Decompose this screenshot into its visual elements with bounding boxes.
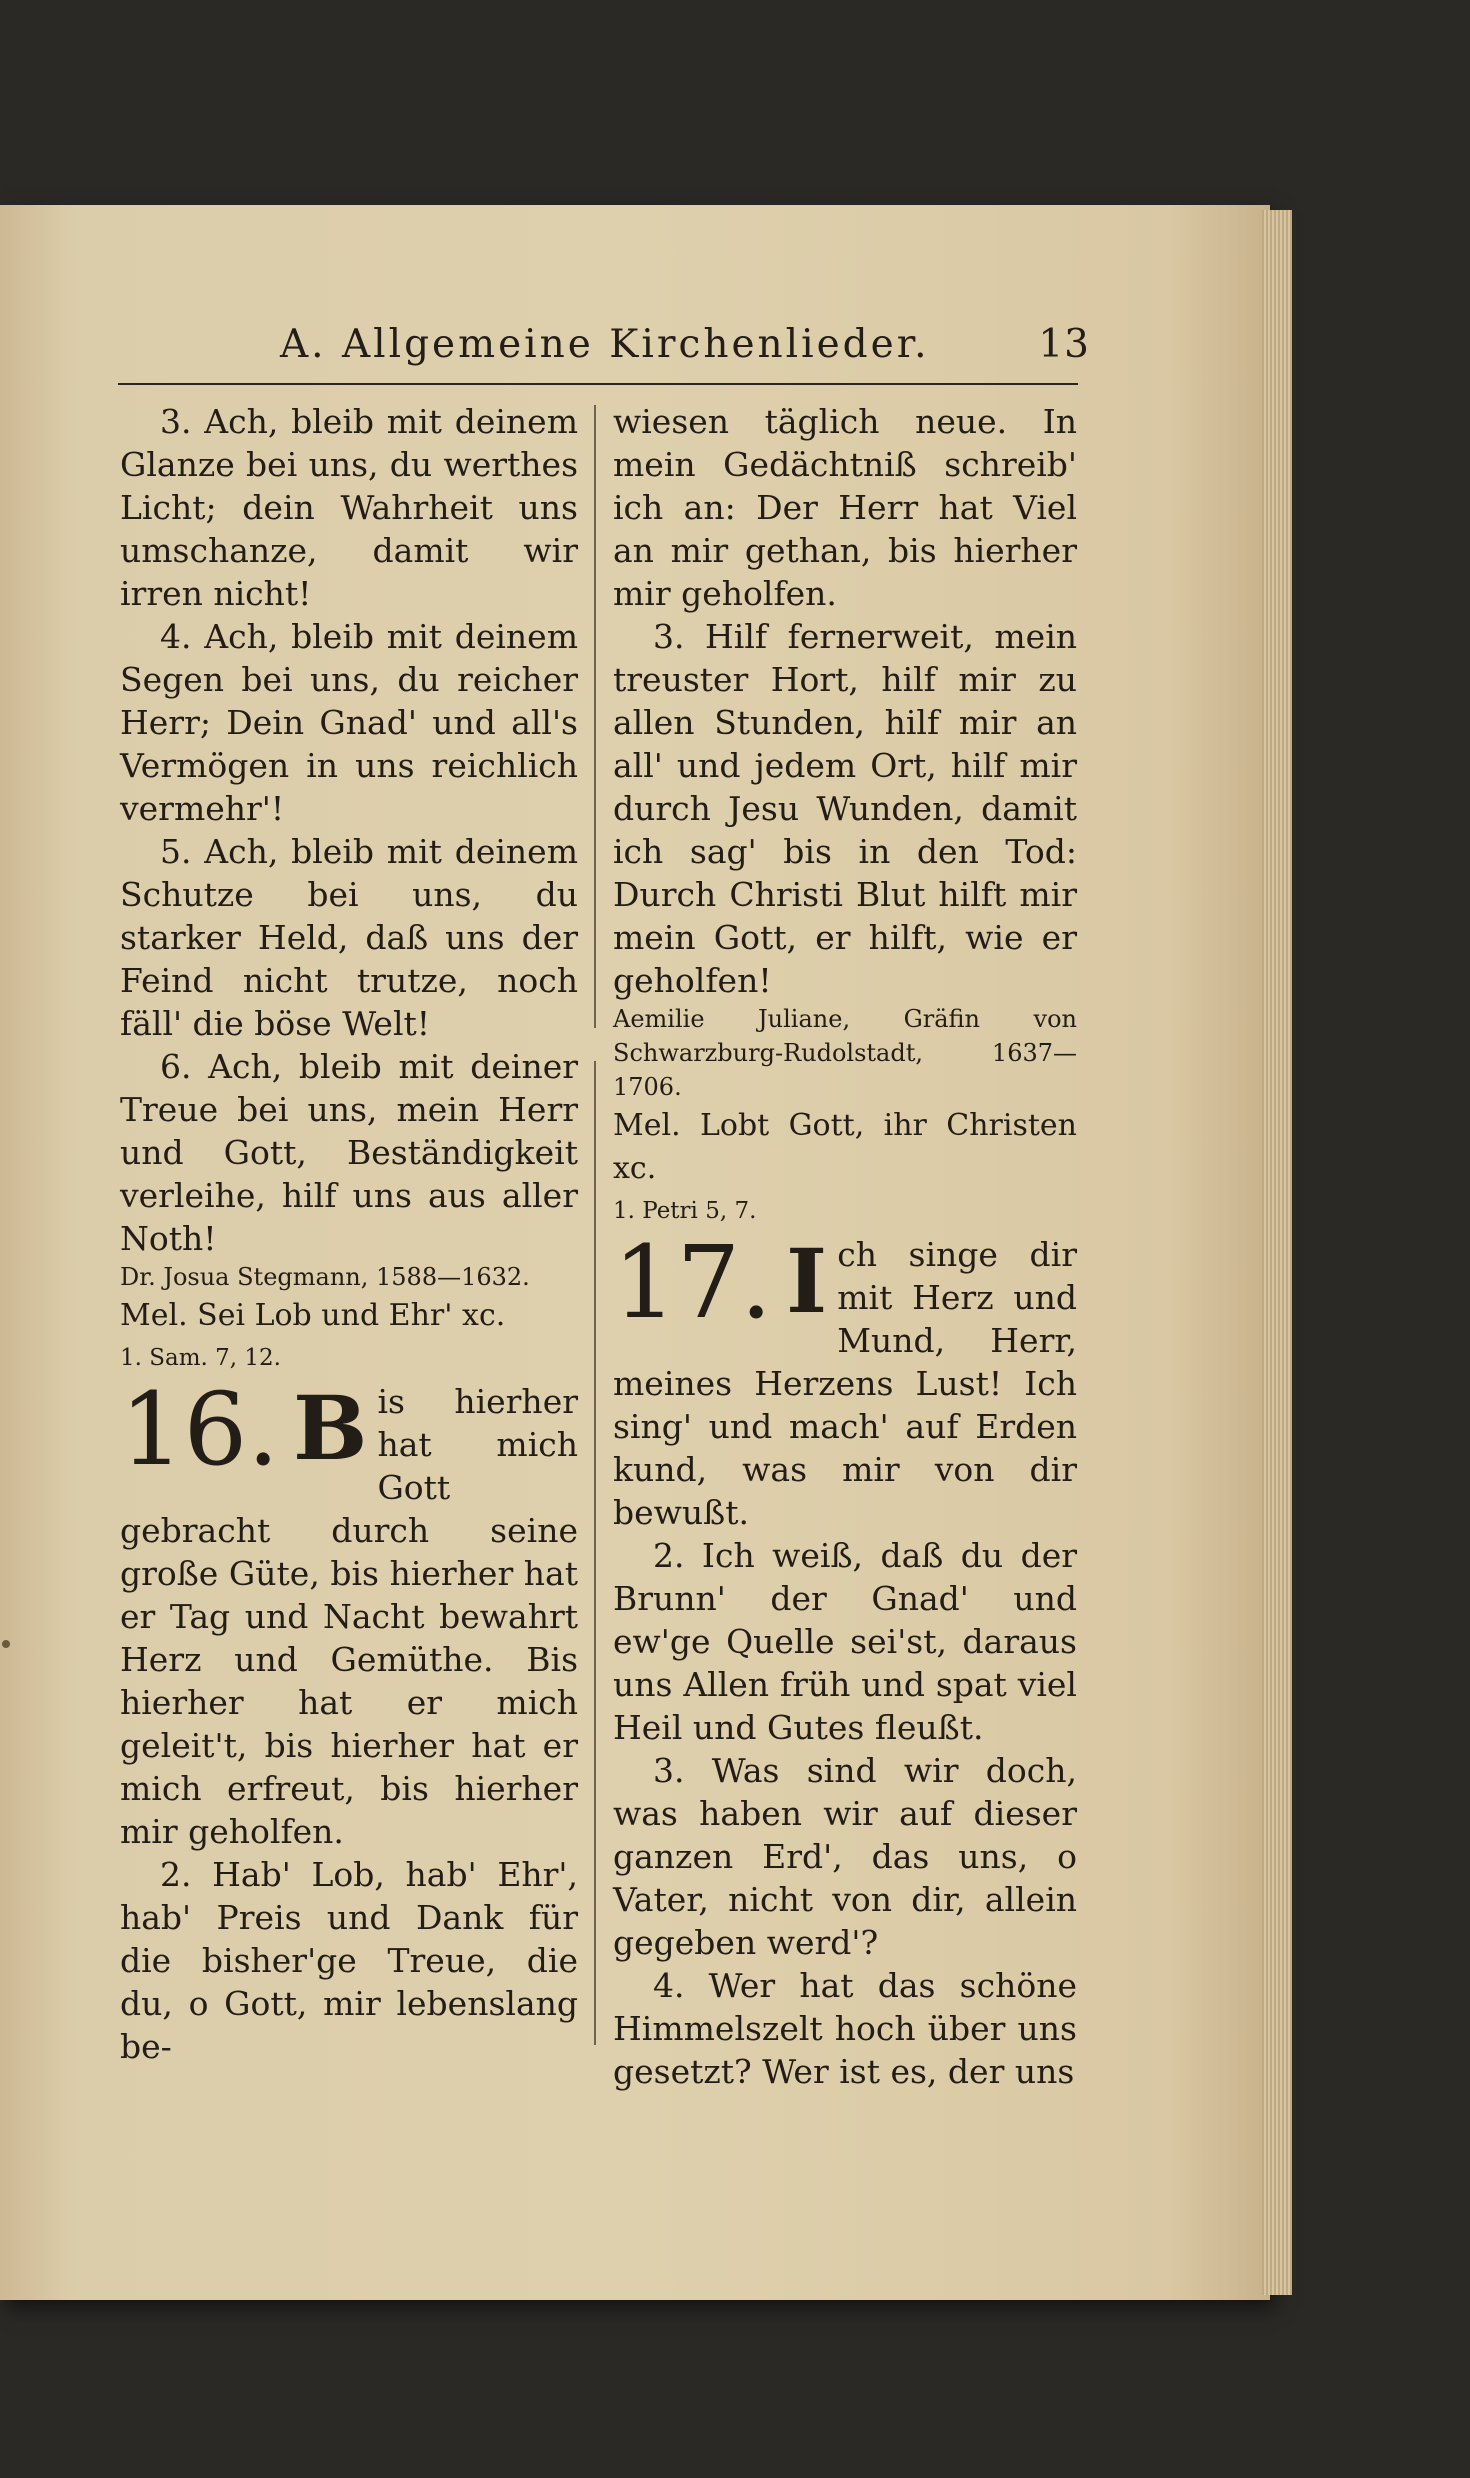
running-title: A. Allgemeine Kirchenlieder. <box>280 322 930 367</box>
page-mark <box>2 1640 10 1648</box>
continuation-text: wiesen täglich neue. In mein Gedächtniß schreib' ich an: Der Herr hat Viel an mir gethan, bis hierher mir geholfen. <box>613 402 1077 613</box>
verse-4: 4. Ach, bleib mit deinem Segen bei uns, du reicher Herr; Dein Gnad' und all's Vermögen in uns reichlich vermehr'! <box>120 617 578 828</box>
hymn-number-17: 17. <box>613 1224 773 1341</box>
scripture-ref-17: 1. Petri 5, 7. <box>613 1198 757 1224</box>
running-header <box>280 322 1090 367</box>
hymn-17-verse-2: 2. Ich weiß, daß du der Brunn' der Gnad' und ew'ge Quelle sei'st, daraus uns Allen früh und spat viel Heil und Gutes fleußt. <box>613 1536 1077 1747</box>
hymn-16-verse-1-text: is hierher hat mich Gott gebracht durch seine große Güte, bis hierher hat er Tag und Nacht bewahrt Herz und Gemüthe. Bis hierher hat er mich geleit't, bis hierher hat er mich erfreut, bis hierher mir geholfen. <box>120 1382 578 1851</box>
scripture-ref-16: 1. Sam. 7, 12. <box>120 1345 281 1371</box>
left-column <box>120 400 578 2068</box>
hymn-17-verse-3: 3. Was sind wir doch, was haben wir auf dieser ganzen Erd', das uns, o Vater, nicht von dir, allein gegeben werd'? <box>613 1751 1077 1962</box>
hymn-17-verse-4: 4. Wer hat das schöne Himmelszelt hoch über uns gesetzt? Wer ist es, der uns <box>613 1966 1077 2091</box>
page-number: 13 <box>1038 322 1090 367</box>
hymn-number-16: 16. <box>120 1371 280 1488</box>
header-rule <box>118 383 1078 385</box>
attribution-stegmann: Dr. Josua Stegmann, 1588—1632. <box>120 1263 530 1291</box>
dropcap-b: B <box>293 1376 368 1480</box>
page-edge <box>1262 210 1292 2295</box>
verse-5: 5. Ach, bleib mit deinem Schutze bei uns, du starker Held, daß uns der Feind nicht trutze, noch fäll' die böse Welt! <box>120 832 578 1043</box>
dropcap-i: I <box>786 1229 828 1333</box>
hymn-16-verse-2: 2. Hab' Lob, hab' Ehr', hab' Preis und Dank für die bisher'ge Treue, die du, o Gott, mir lebenslang be- <box>120 1855 578 2066</box>
hymn-17-verse-1 <box>613 1224 1077 1534</box>
melody-line-17: Mel. Lobt Gott, ihr Christen xc. <box>613 1108 1077 1186</box>
verse-6: 6. Ach, bleib mit deiner Treue bei uns, mein Herr und Gott, Beständigkeit verleihe, hilf uns aus aller Noth! <box>120 1047 578 1258</box>
verse-3-right: 3. Hilf fernerweit, mein treuster Hort, hilf mir zu allen Stunden, hilf mir an all' und jedem Ort, hilf mir durch Jesu Wunden, damit ich sag' bis in den Tod: Durch Christi Blut hilft mir mein Gott, er hilft, wie er geholfen! <box>613 617 1077 1000</box>
melody-line-16: Mel. Sei Lob und Ehr' xc. <box>120 1298 506 1333</box>
attribution-aemilie: Aemilie Juliane, Gräfin von Schwarzburg-Rudolstadt, 1637—1706. <box>613 1005 1077 1101</box>
right-column <box>613 400 1077 2093</box>
hymn-17-verse-1-text: ch singe dir mit Herz und Mund, Herr, meines Herzens Lust! Ich sing' und mach' auf Erden kund, was mir von dir bewußt. <box>613 1235 1077 1532</box>
verse-3: 3. Ach, bleib mit deinem Glanze bei uns, du werthes Licht; dein Wahrheit uns umschanze, damit wir irren nicht! <box>120 402 578 613</box>
hymn-16-verse-1 <box>120 1371 578 1853</box>
column-divider <box>594 405 596 2045</box>
